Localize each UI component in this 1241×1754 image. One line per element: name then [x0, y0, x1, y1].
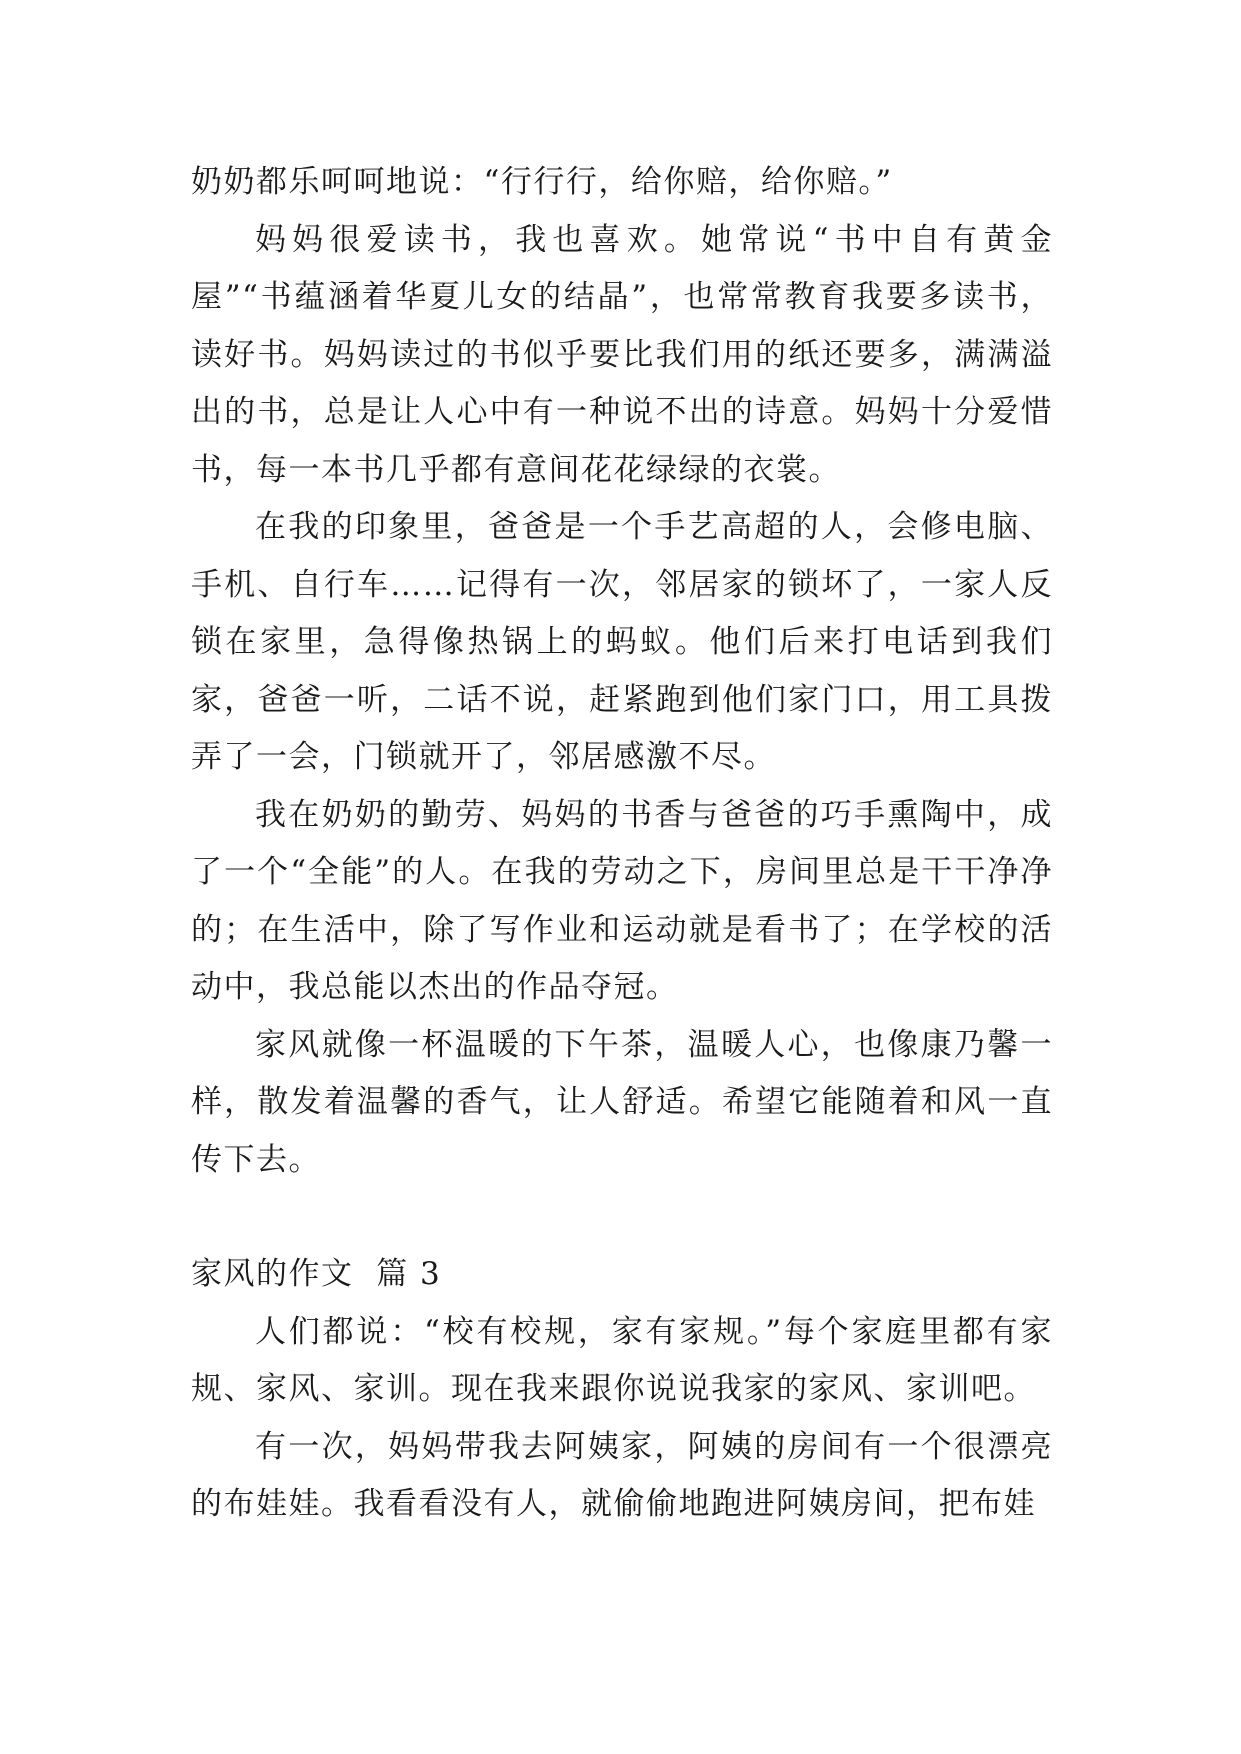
document-body	[191, 154, 1053, 1534]
paragraph-1: 奶奶都乐呵呵地说：“行行行，给你赔，给你赔。”	[191, 164, 893, 200]
section-paragraph-2: 有一次，妈妈带我去阿姨家，阿姨的房间有一个很漂亮的布娃娃。我看看没有人，就偷偷地跑进阿姨房间，把布娃	[191, 1428, 1053, 1522]
paragraph-5: 家风就像一杯温暖的下午茶，温暖人心，也像康乃馨一样，散发着温馨的香气，让人舒适。希望它能随着和风一直传下去。	[191, 1026, 1053, 1178]
paragraph-4: 我在奶奶的勤劳、妈妈的书香与爸爸的巧手熏陶中，成了一个“全能”的人。在我的劳动之下，房间里总是干干净净的；在生活中，除了写作业和运动就是看书了；在学校的活动中，我总能以杰出的作品夺冠。	[191, 796, 1053, 1005]
paragraph-2: 妈妈很爱读书，我也喜欢。她常说“书中自有黄金屋”“书蕴涵着华夏儿女的结晶”，也常常教育我要多读书，读好书。妈妈读过的书似乎要比我们用的纸还要多，满满溢出的书，总是让人心中有一种说不出的诗意。妈妈十分爱惜书，每一本书几乎都有意间花花绿绿的衣裳。	[191, 221, 1053, 488]
section-title: 家风的作文 篇 3	[191, 1256, 442, 1292]
paragraph-3: 在我的印象里，爸爸是一个手艺高超的人，会修电脑、手机、自行车……记得有一次，邻居家的锁坏了，一家人反锁在家里，急得像热锅上的蚂蚁。他们后来打电话到我们家，爸爸一听，二话不说，赶紧跑到他们家门口，用工具拨弄了一会，门锁就开了，邻居感激不尽。	[191, 509, 1053, 775]
section-paragraph-1: 人们都说：“校有校规，家有家规。”每个家庭里都有家规、家风、家训。现在我来跟你说说我家的家风、家训吧。	[191, 1313, 1053, 1407]
